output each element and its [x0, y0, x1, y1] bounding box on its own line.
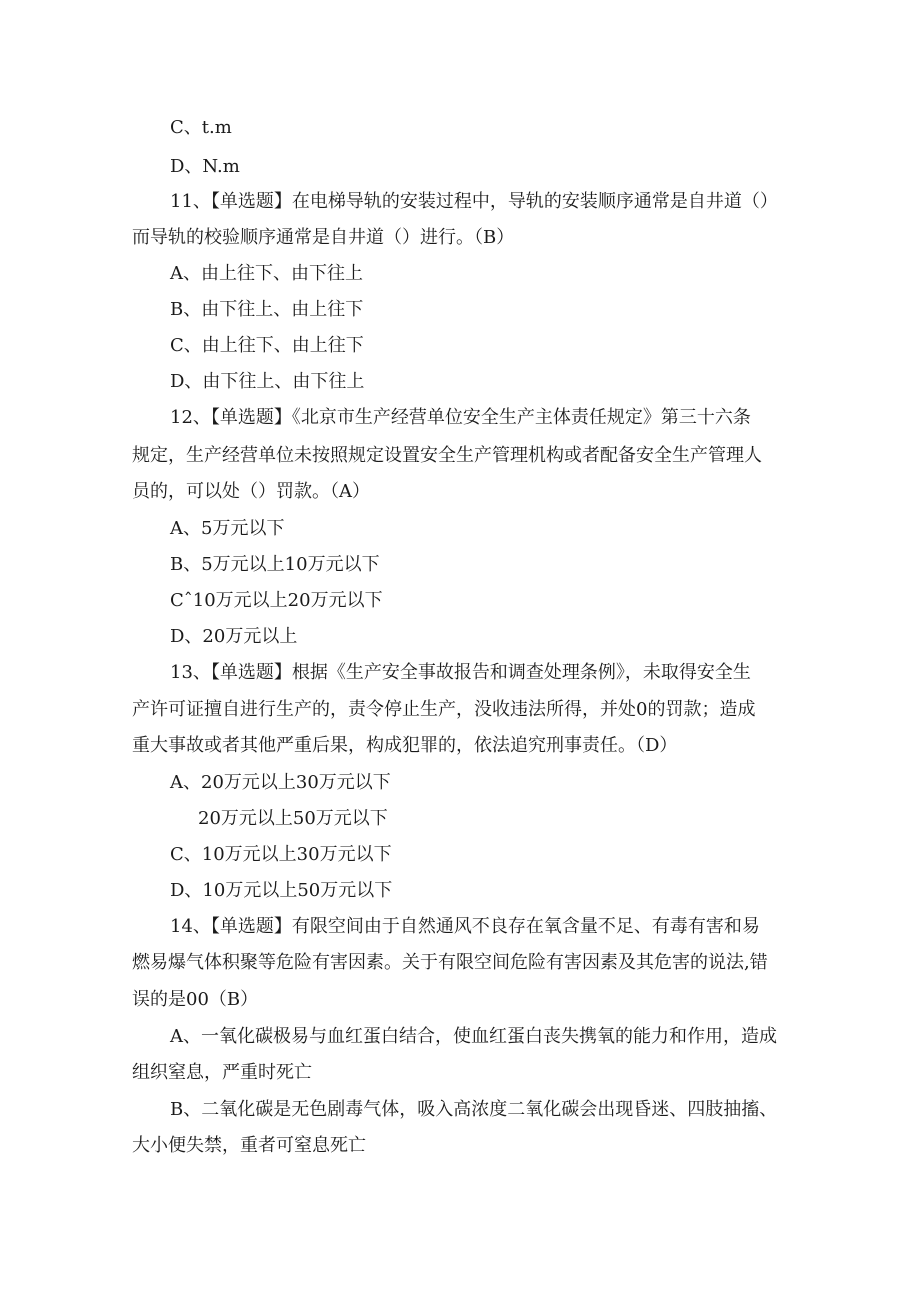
option-d-q13: D、10万元以上50万元以下: [170, 880, 393, 901]
question-14-cont-1: 燃易爆气体积聚等危险有害因素。关于有限空间危险有害因素及其危害的说法,错: [132, 952, 768, 973]
question-12-cont-2: 员的，可以处（）罚款。（A）: [132, 481, 370, 502]
option-b-q14-cont: 大小便失禁，重者可窒息死亡: [132, 1135, 366, 1156]
question-14-cont-2: 误的是00（B）: [132, 989, 259, 1010]
option-b-q12: B、5万元以上10万元以下: [170, 554, 380, 575]
option-c-q11: C、由上往下、由上往下: [170, 335, 364, 356]
option-d-q10: D、N.m: [170, 156, 240, 177]
option-c-q13: C、10万元以上30万元以下: [170, 844, 392, 865]
question-11: 11、【单选题】在电梯导轨的安装过程中，导轨的安装顺序通常是自井道（）: [170, 191, 778, 212]
question-14: 14、【单选题】有限空间由于自然通风不良存在氧含量不足、有毒有害和易: [170, 916, 760, 937]
question-12: 12、【单选题】《北京市生产经营单位安全生产主体责任规定》第三十六条: [170, 407, 751, 428]
option-a-q12: A、5万元以下: [170, 518, 285, 539]
option-b-q14: B、二氧化碳是无色剧毒气体，吸入高浓度二氧化碳会出现昏迷、四肢抽搐、: [170, 1099, 778, 1120]
option-a-q14-cont: 组织窒息，严重时死亡: [132, 1062, 312, 1083]
option-d-q11: D、由下往上、由下往上: [170, 371, 365, 392]
question-13: 13、【单选题】根据《生产安全事故报告和调查处理条例》，未取得安全生: [170, 662, 751, 683]
option-a-q11: A、由上往下、由下往上: [170, 263, 363, 284]
option-b-q11: B、由下往上、由上往下: [170, 299, 364, 320]
question-11-cont: 而导轨的校验顺序通常是自井道（）进行。（B）: [132, 227, 515, 248]
question-13-cont-1: 产许可证擅自进行生产的，责令停止生产，没收违法所得，并处0的罚款；造成: [132, 699, 756, 720]
question-13-cont-2: 重大事故或者其他严重后果，构成犯罪的，依法追究刑事责任。（D）: [132, 735, 678, 756]
option-a-q13: A、20万元以上30万元以下: [170, 772, 391, 793]
option-c-q12: Cˆ10万元以上20万元以下: [170, 590, 383, 611]
option-a-q14: A、一氧化碳极易与血红蛋白结合，使血红蛋白丧失携氧的能力和作用，造成: [170, 1026, 777, 1047]
option-c-q10: C、t.m: [170, 117, 232, 138]
option-b-q13: 20万元以上50万元以下: [198, 808, 388, 829]
question-12-cont-1: 规定，生产经营单位未按照规定设置安全生产管理机构或者配备安全生产管理人: [132, 445, 762, 466]
option-d-q12: D、20万元以上: [170, 626, 298, 647]
